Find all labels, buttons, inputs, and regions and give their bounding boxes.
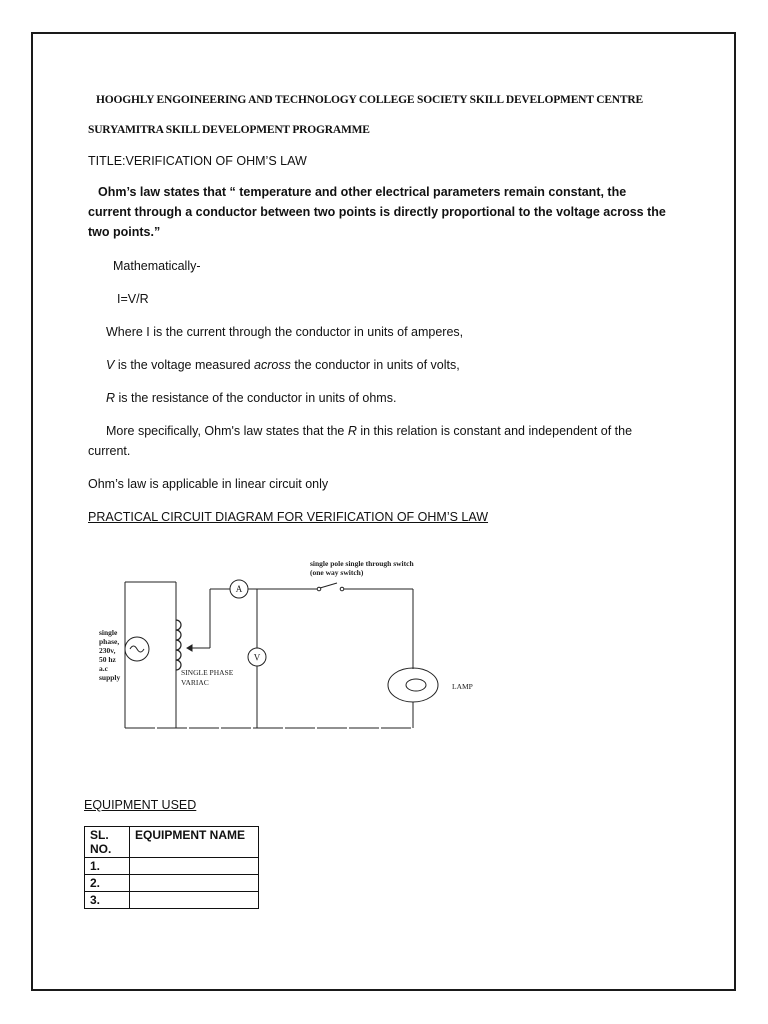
equipment-heading: EQUIPMENT USED xyxy=(84,798,197,812)
no-label: NO. xyxy=(90,842,112,856)
specific-r-symbol: R xyxy=(347,424,357,438)
supply-label-5: a.c xyxy=(99,664,108,673)
switch-blade xyxy=(320,583,337,588)
switch-contact-right xyxy=(340,587,344,591)
lamp-filament xyxy=(406,679,426,691)
v-across: across xyxy=(254,358,291,372)
table-row xyxy=(85,892,259,909)
specific-paragraph xyxy=(88,421,668,461)
r-symbol: R xyxy=(106,391,116,405)
variac-label-1: SINGLE PHASE xyxy=(181,668,234,677)
v-mid: is the voltage measured xyxy=(114,358,255,372)
diagram-heading: PRACTICAL CIRCUIT DIAGRAM FOR VERIFICATION OF OHM’S LAW xyxy=(88,510,489,524)
specific-start: More specifically, Ohm's law states that the xyxy=(106,424,348,438)
intro-paragraph: Ohm’s law states that “ temperature and other electrical parameters remain constant, the current through a conductor between two points is directly proportional to the voltage across the two points.” xyxy=(88,185,666,239)
institute-heading: HOOGHLY ENGOINEERING AND TECHNOLOGY COLLEGE SOCIETY SKILL DEVELOPMENT CENTRE xyxy=(96,94,643,106)
specific-end: in this relation is constant and independent of the current. xyxy=(88,424,633,458)
supply-label-4: 50 hz xyxy=(99,655,116,664)
column-header-sl xyxy=(85,827,130,858)
programme-heading: SURYAMITRA SKILL DEVELOPMENT PROGRAMME xyxy=(88,124,370,136)
sl-label: SL. xyxy=(90,828,109,842)
ac-wave-icon xyxy=(130,646,144,652)
definition-current: Where I is the current through the conductor in units of amperes, xyxy=(106,325,464,339)
table-cell-name xyxy=(130,875,259,892)
circuit-diagram xyxy=(90,552,510,742)
variac-label-2: VARIAC xyxy=(181,678,209,687)
table-row xyxy=(85,875,259,892)
definition-voltage xyxy=(106,355,460,375)
supply-label-6: supply xyxy=(99,673,121,682)
r-end: is the resistance of the conductor in units of ohms. xyxy=(115,391,397,405)
lamp-symbol xyxy=(388,668,438,702)
v-symbol: V xyxy=(106,358,115,372)
equipment-table xyxy=(84,826,259,909)
formula: I=V/R xyxy=(117,292,149,306)
supply-label-3: 230v, xyxy=(99,646,116,655)
column-header-name: EQUIPMENT NAME xyxy=(130,827,259,858)
table-cell-sl: 2. xyxy=(85,875,130,892)
table-cell-sl: 1. xyxy=(85,858,130,875)
supply-label-2: phase, xyxy=(99,637,120,646)
math-label: Mathematically- xyxy=(113,259,201,273)
linear-note: Ohm’s law is applicable in linear circuit only xyxy=(88,477,329,491)
table-row xyxy=(85,858,259,875)
table-cell-name xyxy=(130,858,259,875)
supply-label-1: single xyxy=(99,628,118,637)
lamp-label: LAMP xyxy=(452,682,473,691)
voltmeter-label: V xyxy=(253,652,261,663)
document-title: TITLE:VERIFICATION OF OHM’S LAW xyxy=(88,154,307,168)
switch-label-2: (one way switch) xyxy=(310,568,364,577)
table-cell-sl: 3. xyxy=(85,892,130,909)
table-header-row xyxy=(85,827,259,858)
table-cell-name xyxy=(130,892,259,909)
ammeter-label: A xyxy=(235,584,243,594)
switch-label-1: single pole single through switch xyxy=(310,559,414,568)
variac-arrow-icon xyxy=(187,645,192,651)
variac-coil xyxy=(176,620,181,670)
definition-resistance xyxy=(106,388,396,408)
v-end: the conductor in units of volts, xyxy=(290,358,460,372)
